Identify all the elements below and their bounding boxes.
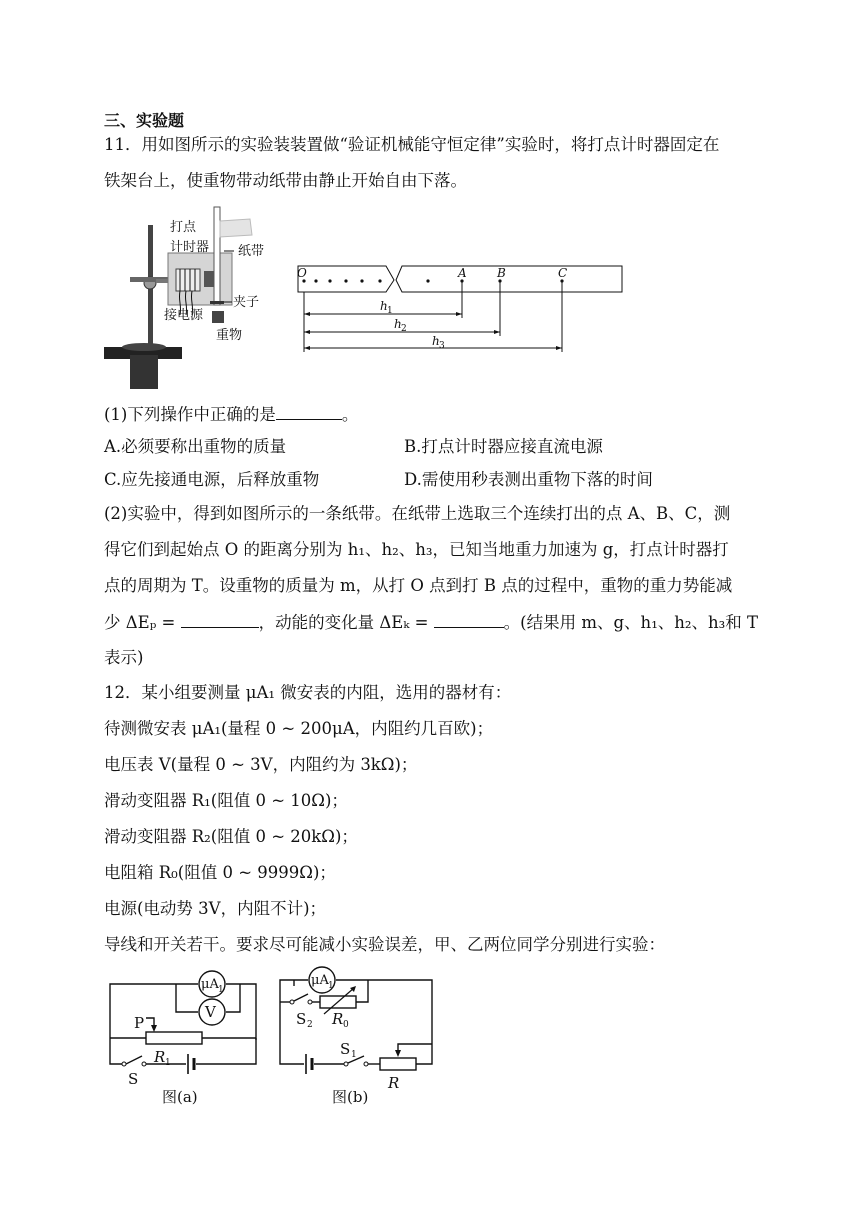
section-title: 三、实验题 xyxy=(104,111,185,130)
circuit-b-ua-sub: 1 xyxy=(328,981,334,991)
q11-part1-end: 。 xyxy=(341,405,359,424)
delta-ek-blank[interactable] xyxy=(434,611,504,628)
q11-part2-line2: 得它们到起始点 O 的距离分别为 h₁、h₂、h₃，已知当地重力加速为 g，打点计时器打 xyxy=(104,540,729,559)
label-timer-2: 计时器 xyxy=(170,240,210,255)
label-tape: 纸带 xyxy=(238,244,265,259)
q12-line1: 12．某小组要测量 μA₁ 微安表的内阻，选用的器材有： xyxy=(104,683,512,702)
q12-item-2: 滑动变阻器 R₁(阻值 0 ~ 10Ω)； xyxy=(104,791,348,810)
tape-label-o: O xyxy=(297,266,307,280)
circuit-b-s2-sub: 2 xyxy=(307,1020,313,1030)
circuit-a-ua-sub: 1 xyxy=(218,985,224,995)
tape-label-h1-sub: 1 xyxy=(387,306,393,316)
circuit-a-r1-sub: 1 xyxy=(165,1058,171,1068)
circuit-a-ua: μA xyxy=(201,977,219,992)
q11-part2-line3: 点的周期为 T。设重物的质量为 m，从打 O 点到打 B 点的过程中，重物的重力势能减 xyxy=(104,576,733,595)
label-power: 接电源 xyxy=(164,308,204,323)
q12-item-6: 导线和开关若干。要求尽可能减小实验误差，甲、乙两位同学分别进行实验： xyxy=(104,935,665,954)
delta-ep-blank[interactable] xyxy=(181,611,259,628)
option-d[interactable]: D.需使用秒表测出重物下落的时间 xyxy=(404,470,653,489)
tape-label-h1: h xyxy=(380,299,388,313)
circuit-a-s: S xyxy=(128,1070,139,1088)
circuit-a-r1: R xyxy=(154,1048,166,1066)
circuit-b-s1-sub: 1 xyxy=(351,1050,357,1060)
option-a[interactable]: A.必须要称出重物的质量 xyxy=(104,437,287,456)
circuit-a-figure xyxy=(100,966,265,1108)
option-c[interactable]: C.应先接通电源，后释放重物 xyxy=(104,470,320,489)
tape-label-a: A xyxy=(458,266,467,280)
apparatus-figure xyxy=(100,205,290,391)
circuit-b-ua: μA xyxy=(311,973,329,988)
tape-figure xyxy=(292,262,627,358)
q11-line1: 11．用如图所示的实验装装置做“验证机械能守恒定律”实验时，将打点计时器固定在 xyxy=(104,135,720,154)
circuit-b-r: R xyxy=(388,1074,400,1092)
q12-item-4: 电阻箱 R₀(阻值 0 ~ 9999Ω)； xyxy=(104,863,336,882)
label-weight: 重物 xyxy=(216,328,243,343)
q11-part1 xyxy=(104,403,358,426)
circuit-b-s2: S xyxy=(296,1010,307,1028)
tape-label-h2: h xyxy=(394,317,402,331)
tape-label-c: C xyxy=(558,266,568,280)
q11-part1-prompt: (1)下列操作中正确的是 xyxy=(104,405,276,424)
q11-part2-line4c: 。(结果用 m、g、h₁、h₂、h₃和 T xyxy=(503,613,759,632)
circuit-a-caption: 图(a) xyxy=(162,1088,198,1106)
tape-label-h3-sub: 3 xyxy=(439,341,445,351)
label-clip: 夹子 xyxy=(233,295,260,310)
q11-part1-blank[interactable] xyxy=(276,403,342,420)
q11-part2-line1: (2)实验中，得到如图所示的一条纸带。在纸带上选取三个连续打出的点 A、B、C，测 xyxy=(104,504,731,523)
circuit-b-figure xyxy=(270,966,440,1108)
circuit-a-v: V xyxy=(205,1003,216,1021)
q12-item-0: 待测微安表 μA₁(量程 0 ~ 200μA，内阻约几百欧)； xyxy=(104,719,494,738)
q12-item-1: 电压表 V(量程 0 ~ 3V，内阻约为 3kΩ)； xyxy=(104,755,418,774)
q11-part2-line4a: 少 ΔEₚ = xyxy=(104,613,176,632)
q11-part2-line5: 表示) xyxy=(104,648,144,667)
circuit-b-s1: S xyxy=(340,1040,351,1058)
q12-item-3: 滑动变阻器 R₂(阻值 0 ~ 20kΩ)； xyxy=(104,827,358,846)
tape-label-b: B xyxy=(497,266,506,280)
circuit-a-p: P xyxy=(134,1014,145,1032)
label-timer-1: 打点 xyxy=(170,220,197,235)
q12-item-5: 电源(电动势 3V，内阻不计)； xyxy=(104,899,327,918)
q11-part2-line4 xyxy=(104,611,758,634)
q11-part2-line4b: ，动能的变化量 ΔEₖ = xyxy=(258,613,429,632)
tape-label-h2-sub: 2 xyxy=(401,324,407,334)
q11-line2: 铁架台上，使重物带动纸带由静止开始自由下落。 xyxy=(104,171,467,190)
option-b[interactable]: B.打点计时器应接直流电源 xyxy=(404,437,603,456)
q11-options-row1 xyxy=(104,436,286,458)
circuit-b-r0: R xyxy=(332,1010,344,1028)
tape-label-h3: h xyxy=(432,334,440,348)
circuit-b-caption: 图(b) xyxy=(332,1088,369,1106)
circuit-b-r0-sub: 0 xyxy=(343,1020,349,1030)
